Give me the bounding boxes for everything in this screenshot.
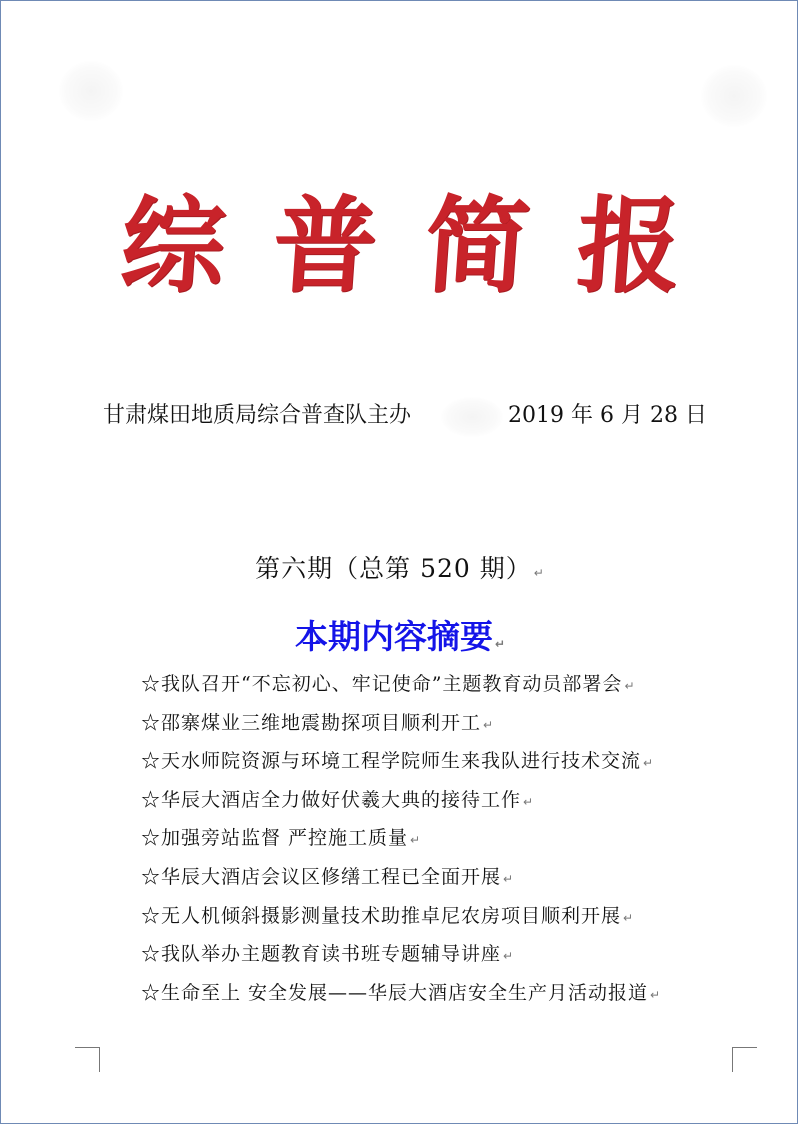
masthead-char: 普 [268, 184, 382, 307]
contents-item-text: ☆天水师院资源与环境工程学院师生来我队进行技术交流 [141, 750, 642, 773]
scan-smudge-right [701, 65, 767, 127]
contents-item-text: ☆加强旁站监督 严控施工质量 [141, 827, 409, 850]
contents-item-text: ☆生命至上 安全发展——华辰大酒店安全生产月活动报道 [141, 981, 649, 1004]
contents-item-text: ☆华辰大酒店会议区修缮工程已全面开展 [141, 865, 502, 888]
paragraph-mark: ↵ [503, 949, 515, 964]
contents-item-text: ☆无人机倾斜摄影测量技术助推卓尼农房项目顺利开展 [141, 904, 622, 927]
scan-smudge-left [59, 61, 123, 121]
issue-number [1, 551, 798, 591]
contents-item [141, 974, 741, 1013]
issue-label: 第六期（总第 520 期） [255, 554, 532, 583]
sponsor-text: 甘肃煤田地质局综合普查队主办 [103, 403, 412, 428]
contents-title-text: 本期内容摘要 [294, 618, 493, 655]
contents-item [141, 935, 741, 974]
masthead-title [116, 181, 686, 311]
contents-item-text: ☆我队举办主题教育读书班专题辅导讲座 [141, 943, 502, 966]
sponsor-line [103, 399, 707, 433]
contents-list [141, 665, 741, 1012]
contents-item [141, 704, 741, 743]
contents-item [141, 819, 741, 858]
crop-mark-bottom-left [75, 1047, 100, 1072]
contents-title [1, 615, 798, 666]
paragraph-mark: ↵ [523, 794, 535, 809]
crop-mark-bottom-right [732, 1047, 757, 1072]
paragraph-mark: ↵ [623, 910, 635, 925]
contents-item-text: ☆华辰大酒店全力做好伏羲大典的接待工作 [141, 788, 522, 811]
contents-item-text: ☆我队召开“不忘初心、牢记使命”主题教育动员部署会 [141, 673, 623, 695]
masthead-char: 简 [420, 184, 534, 307]
contents-item [141, 897, 741, 936]
masthead-char: 综 [116, 184, 230, 307]
paragraph-mark: ↵ [494, 637, 506, 651]
contents-item [141, 742, 741, 781]
paragraph-mark: ↵ [533, 566, 545, 580]
paragraph-mark: ↵ [483, 717, 495, 732]
contents-item [141, 781, 741, 820]
paragraph-mark: ↵ [624, 679, 636, 693]
paragraph-mark: ↵ [503, 871, 515, 886]
masthead-char: 报 [572, 184, 686, 307]
contents-item-text: ☆邵寨煤业三维地震勘探项目顺利开工 [141, 711, 482, 734]
contents-item [141, 665, 741, 704]
issue-date: 2019 年 6 月 28 日 [508, 403, 707, 428]
paragraph-mark: ↵ [410, 833, 422, 848]
paragraph-mark: ↵ [650, 987, 662, 1002]
paragraph-mark: ↵ [643, 756, 655, 771]
contents-item [141, 858, 741, 897]
